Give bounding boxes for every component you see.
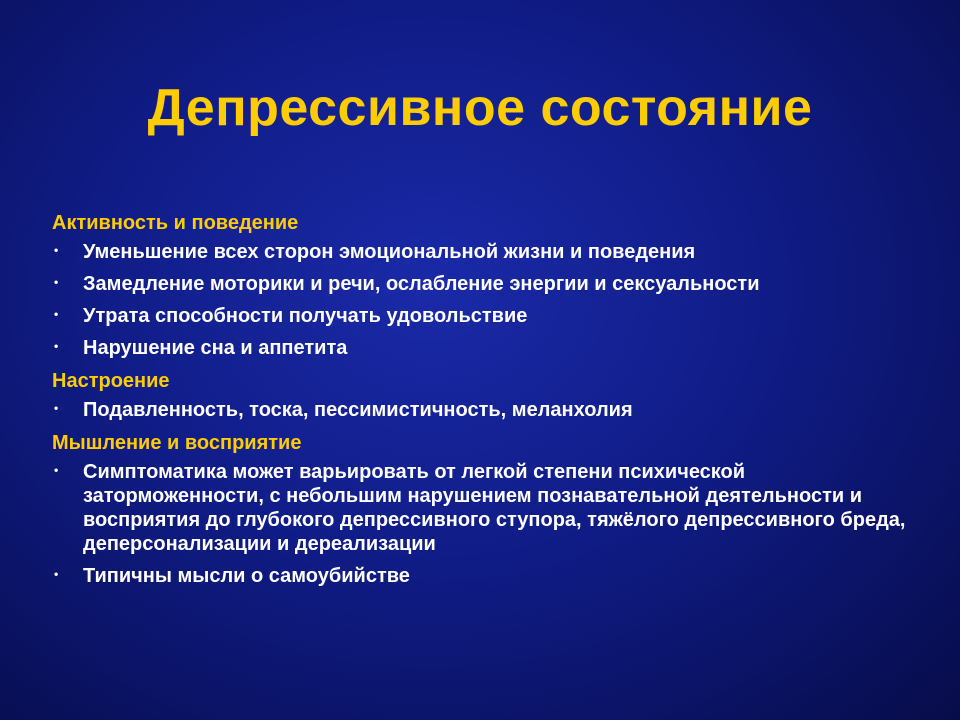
bullet-item: [52, 460, 922, 556]
bullet-item: [52, 240, 922, 264]
bullet-dot-icon: •: [54, 401, 59, 415]
slide-content: [52, 210, 922, 596]
bullet-item: [52, 336, 922, 360]
bullet-list-activity: [52, 240, 922, 360]
bullet-item: [52, 272, 922, 296]
bullet-text: Нарушение сна и аппетита: [83, 337, 348, 359]
bullet-dot-icon: •: [54, 243, 59, 257]
bullet-text: Симптоматика может варьировать от легкой степени психической заторможенности, с небольшим нарушением познавательной деятельности и восприятия до глубокого депрессивного ступора, тяжёлого депрессивного бреда, деперсонализации и дереализации: [83, 461, 906, 555]
bullet-list-thinking: [52, 460, 922, 588]
bullet-item: [52, 564, 922, 588]
bullet-text: Замедление моторики и речи, ослабление энергии и сексуальности: [83, 273, 760, 295]
bullet-dot-icon: •: [54, 307, 59, 321]
bullet-dot-icon: •: [54, 463, 59, 477]
bullet-dot-icon: •: [54, 275, 59, 289]
bullet-text: Подавленность, тоска, пессимистичность, меланхолия: [83, 399, 633, 421]
bullet-list-mood: [52, 398, 922, 422]
section-heading-mood: Настроение: [52, 370, 170, 392]
slide-title: Депрессивное состояние: [147, 79, 813, 137]
bullet-item: [52, 398, 922, 422]
section-heading-activity: Активность и поведение: [52, 212, 299, 234]
bullet-dot-icon: •: [54, 339, 59, 353]
bullet-text: Уменьшение всех сторон эмоциональной жизни и поведения: [83, 241, 696, 263]
bullet-text: Утрата способности получать удовольствие: [83, 305, 528, 327]
bullet-dot-icon: •: [54, 567, 59, 581]
section-heading-thinking: Мышление и восприятие: [52, 432, 302, 454]
bullet-text: Типичны мысли о самоубийстве: [83, 565, 410, 587]
bullet-item: [52, 304, 922, 328]
